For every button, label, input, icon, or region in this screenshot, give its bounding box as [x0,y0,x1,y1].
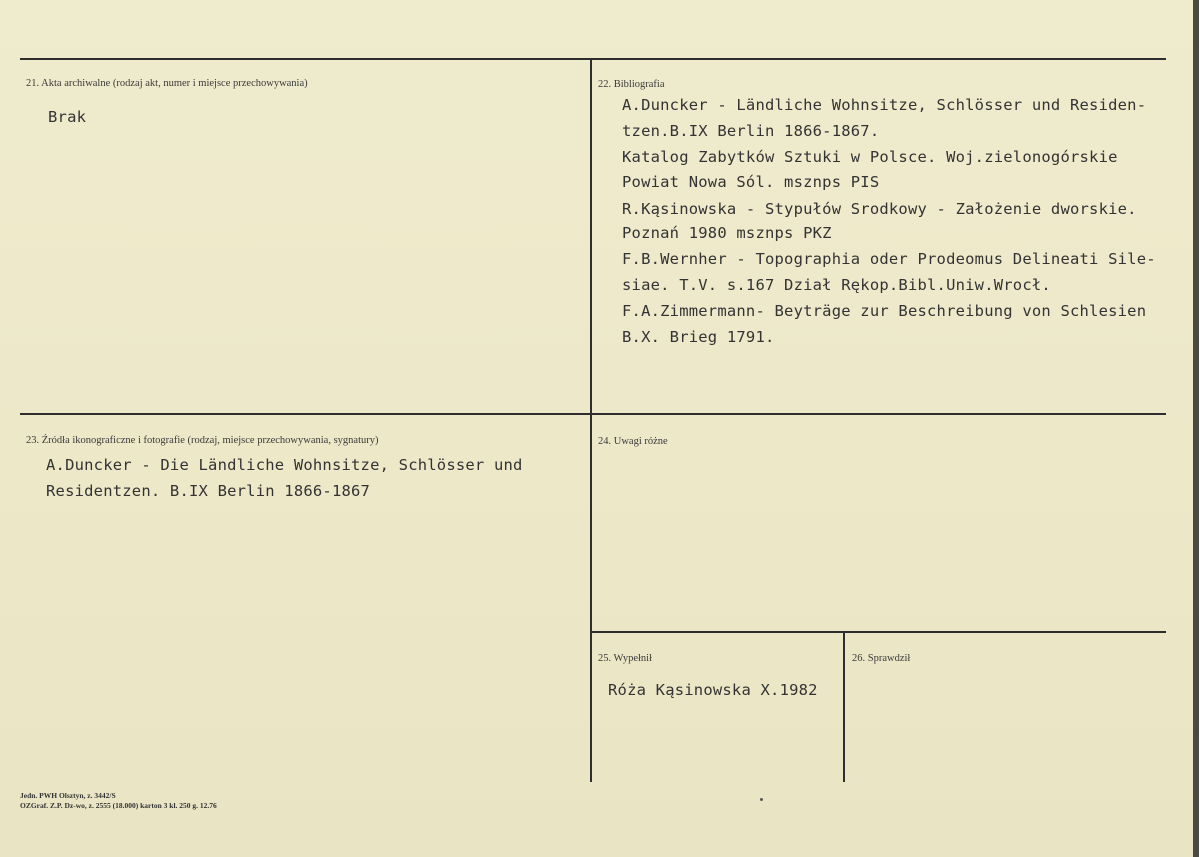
printer-info-line-1: Jedn. PWH Olsztyn, z. 3442/S [20,791,116,800]
bibliography-line: Poznań 1980 msznps PKZ [622,224,832,242]
section-21-label: 21. Akta archiwalne (rodzaj akt, numer i miejsce przechowywania) [26,78,308,89]
section-24-label: 24. Uwagi różne [598,436,668,447]
center-divider [590,58,592,782]
bibliography-line: R.Kąsinowska - Stypułów Srodkowy - Założenie dworskie. [622,200,1137,218]
bibliography-line: F.A.Zimmermann- Beyträge zur Beschreibung von Schlesien [622,302,1147,320]
section-21-value: Brak [48,108,87,126]
ink-speck [760,798,763,801]
bibliography-line: tzen.B.IX Berlin 1866-1867. [622,122,880,140]
section-22-label: 22. Bibliografia [598,79,665,90]
signature-divider [843,632,845,782]
middle-rule [20,413,1166,415]
bibliography-line: F.B.Wernher - Topographia oder Prodeomus Delineati Sile- [622,250,1156,268]
bibliography-line: Katalog Zabytków Sztuki w Polsce. Woj.zielonogórskie [622,148,1118,166]
bibliography-line: siae. T.V. s.167 Dział Rękop.Bibl.Uniw.Wrocł. [622,276,1051,294]
bibliography-line: B.X. Brieg 1791. [622,328,775,346]
bibliography-line: A.Duncker - Ländliche Wohnsitze, Schlösser und Residen- [622,96,1147,114]
signature-rule [592,631,1166,633]
card-edge-shadow [1193,0,1199,857]
section-25-label: 25. Wypełnił [598,653,653,664]
filled-by-value: Róża Kąsinowska X.1982 [608,681,818,699]
bibliography-line: Powiat Nowa Sól. msznps PIS [622,173,880,191]
iconography-line: Residentzen. B.IX Berlin 1866-1867 [46,482,371,500]
top-rule [20,58,1166,60]
section-26-label: 26. Sprawdził [852,653,911,664]
section-23-label: 23. Źródła ikonograficzne i fotografie (rodzaj, miejsce przechowywania, sygnatury) [26,435,379,446]
printer-info-line-2: OZGraf. Z.P. Dz-wo, z. 2555 (18.000) karton 3 kl. 250 g. 12.76 [20,801,217,810]
iconography-line: A.Duncker - Die Ländliche Wohnsitze, Schlösser und [46,456,523,474]
